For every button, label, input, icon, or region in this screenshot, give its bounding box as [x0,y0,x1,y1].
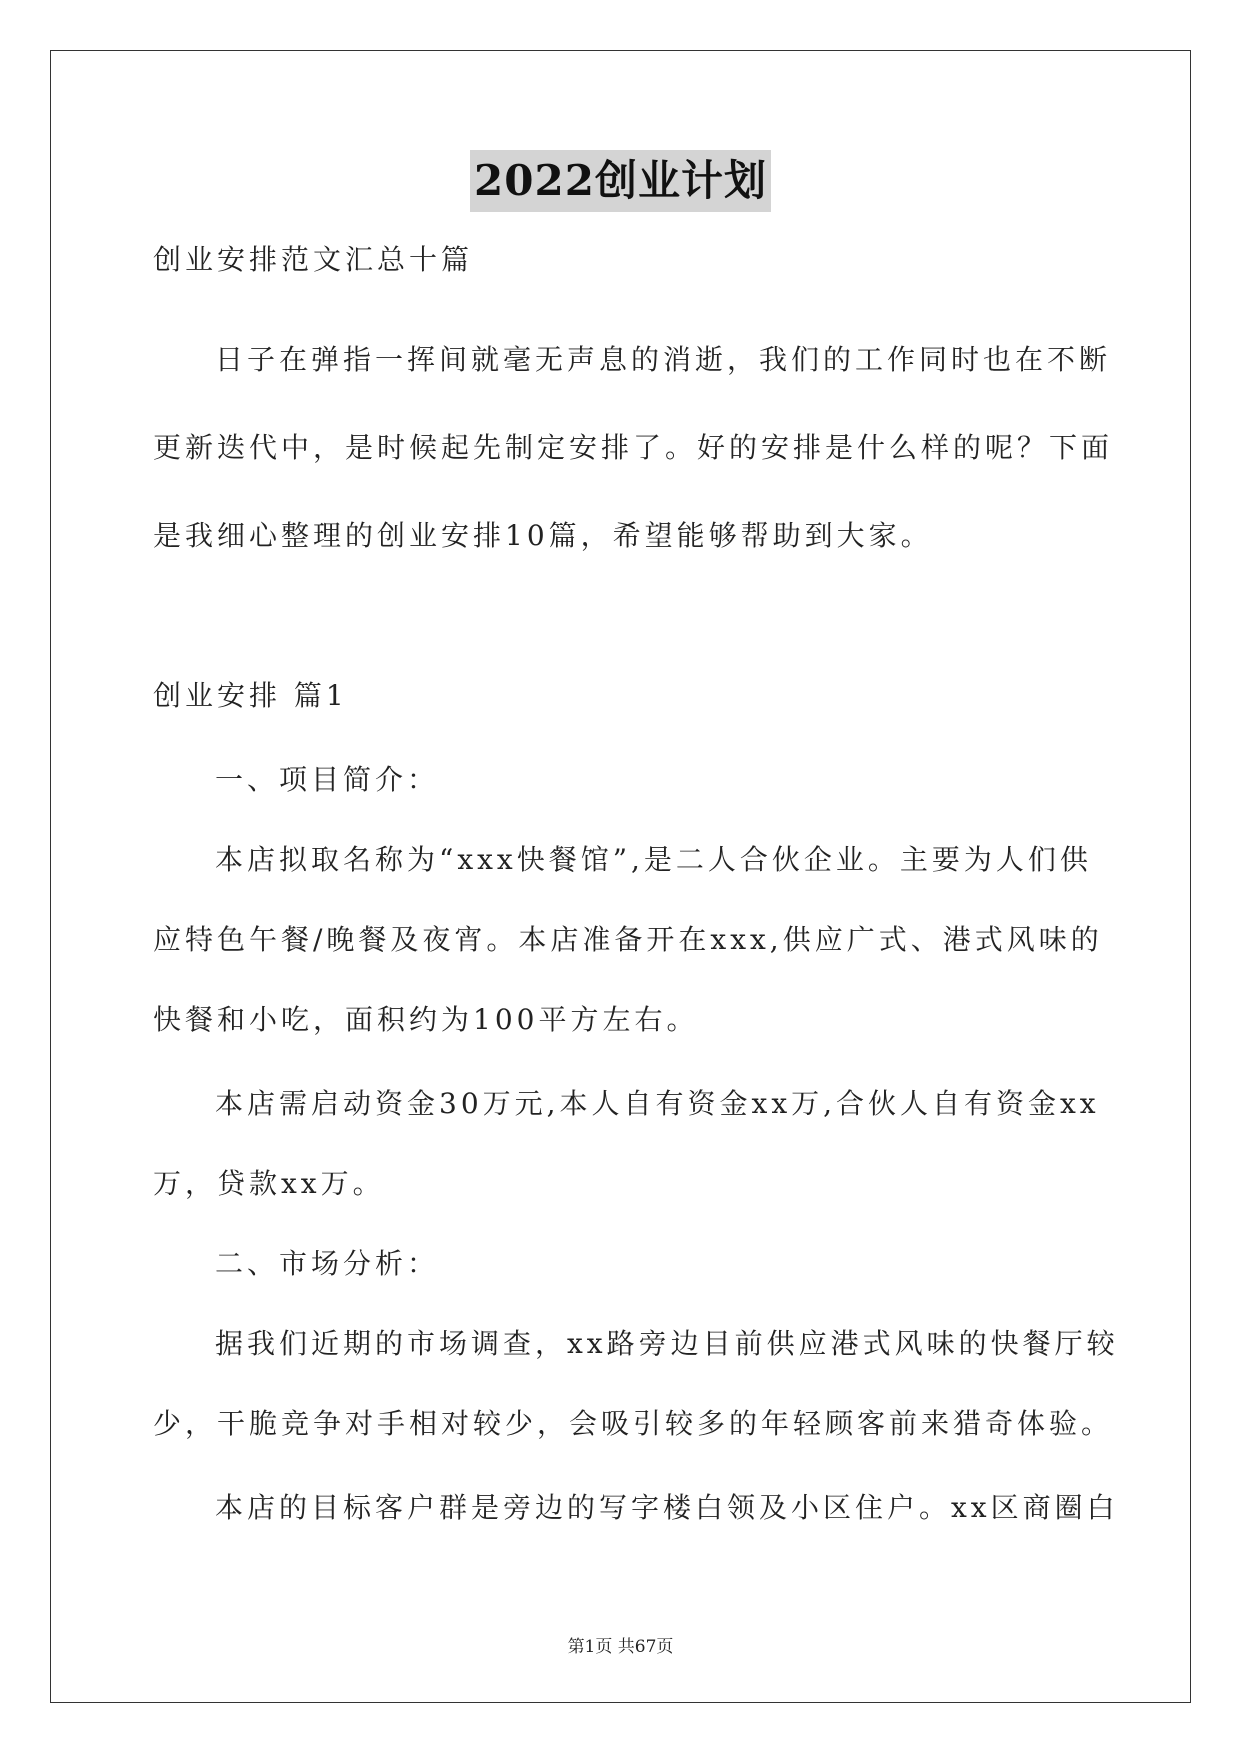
page-footer: 第1页 共67页 [567,1637,674,1657]
paragraph-line: 是我细心整理的创业安排10篇，希望能够帮助到大家。 [153,519,933,552]
paragraph-line: 本店的目标客户群是旁边的写字楼白领及小区住户。xx区商圈白 [215,1491,1119,1524]
subsection-heading: 一、项目简介： [215,763,440,796]
paragraph-line: 快餐和小吃，面积约为100平方左右。 [153,1003,699,1036]
document-title: 2022创业计划 [470,150,771,212]
paragraph-line: 本店拟取名称为“xxx快餐馆”,是二人合伙企业。主要为人们供 [215,843,1092,876]
subsection-heading: 二、市场分析： [215,1247,440,1280]
document-title-wrap [0,150,1241,212]
paragraph-line: 本店需启动资金30万元,本人自有资金xx万,合伙人自有资金xx [215,1087,1100,1120]
paragraph-line: 更新迭代中，是时候起先制定安排了。好的安排是什么样的呢？下面 [153,431,1114,464]
paragraph-line: 日子在弹指一挥间就毫无声息的消逝，我们的工作同时也在不断 [215,343,1112,376]
subtitle-line: 创业安排范文汇总十篇 [153,243,474,276]
paragraph-line: 少，干脆竞争对手相对较少，会吸引较多的年轻顾客前来猎奇体验。 [153,1407,1114,1440]
paragraph-line: 应特色午餐/晚餐及夜宵。本店准备开在xxx,供应广式、港式风味的 [153,923,1103,956]
paragraph-line: 万，贷款xx万。 [153,1167,385,1200]
section-heading: 创业安排 篇1 [153,679,348,712]
paragraph-line: 据我们近期的市场调查，xx路旁边目前供应港式风味的快餐厅较 [215,1327,1119,1360]
